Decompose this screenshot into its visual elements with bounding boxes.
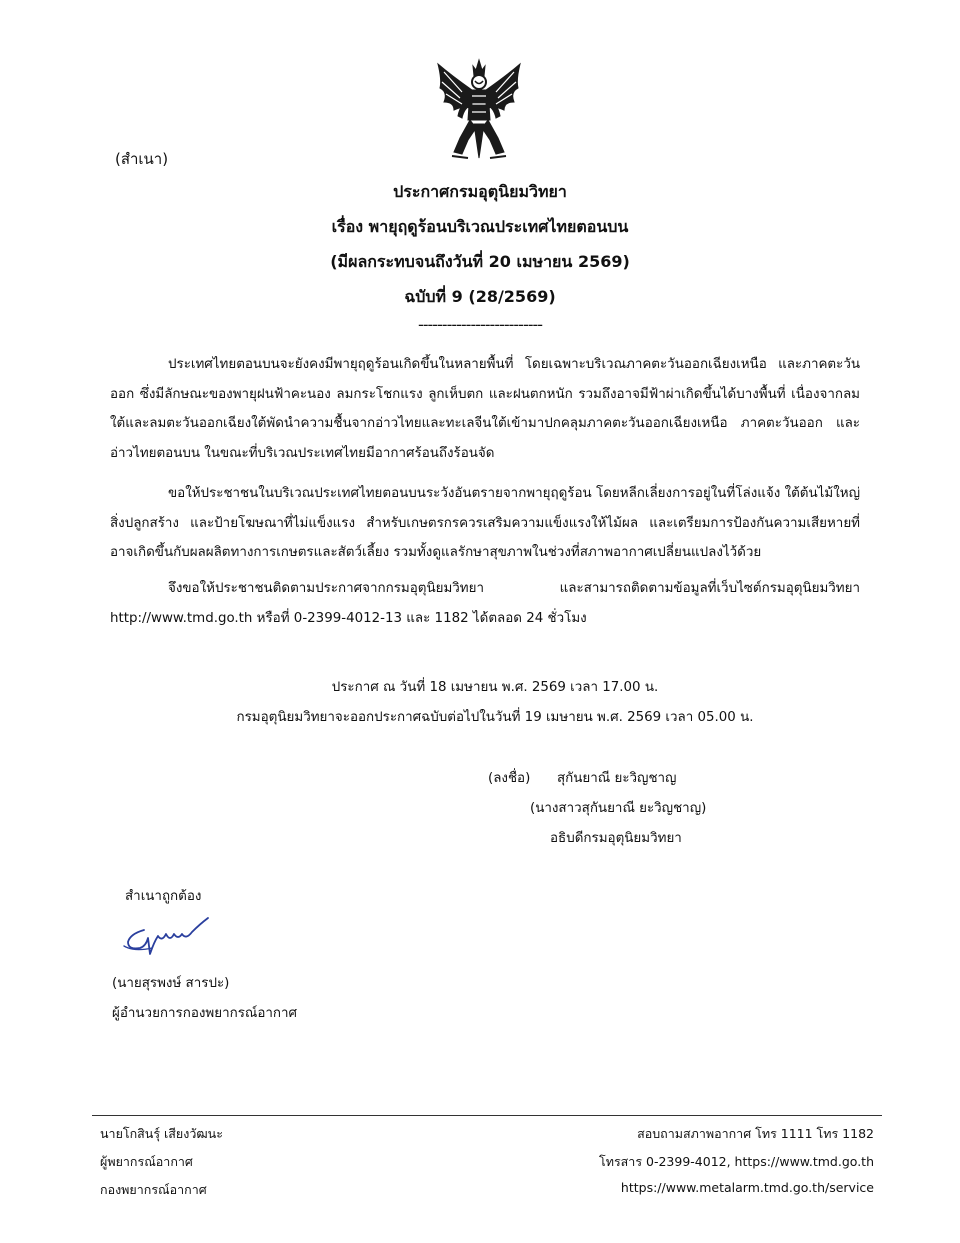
signed-label: (ลงชื่อ) (488, 771, 531, 786)
signatory-full-name: (นางสาวสุกันยาณี ยะวิญชาญ) (530, 801, 707, 816)
footer-divider (92, 1115, 882, 1116)
body-paragraph-follow-up: จึงขอให้ประชาชนติดตามประกาศจากกรมอุตุนิยมวิทยา และสามารถติดตามข้อมูลที่เว็บไซต์กรมอุตุนิยมวิทยา http://www.tmd.go.th หรือที่ 0-2399-4012-13 และ 1182 ได้ตลอด 24 ชั่วโมง (110, 581, 860, 626)
copy-label: (สำเนา) (115, 150, 169, 168)
title-separator: -------------------------- (417, 315, 543, 334)
footer-division: กองพยากรณ์อากาศ (100, 1182, 207, 1197)
effective-period: (มีผลกระทบจนถึงวันที่ 20 เมษายน 2569) (330, 252, 630, 271)
signed-name: สุกันยาณี ยะวิญชาญ (557, 771, 677, 786)
issued-datetime: ประกาศ ณ วันที่ 18 เมษายน พ.ศ. 2569 เวลา 17.00 น. (331, 680, 659, 695)
certifier-name: (นายสุรพงษ์ สารปะ) (112, 976, 230, 991)
announcement-subject: เรื่อง พายุฤดูร้อนบริเวณประเทศไทยตอนบน (331, 217, 629, 236)
body-paragraph-situation: ประเทศไทยตอนบนจะยังคงมีพายุฤดูร้อนเกิดขึ้นในหลายพื้นที่ โดยเฉพาะบริเวณภาคตะวันออกเฉียงเหนือ และภาคตะวันออก ซึ่งมีลักษณะของพายุฝนฟ้าคะนอง ลมกระโชกแรง ลูกเห็บตก และฝนตกหนัก รวมถึงอาจมีฟ้าผ่าเกิดขึ้นได้บางพื้นที่ เนื่องจากลมใต้และลมตะวันออกเฉียงใต้พัดนำความชื้นจากอ่าวไทยและทะเลจีนใต้เข้ามาปกคลุมภาคตะวันออกเฉียงเหนือ ภาคตะวันออก และอ่าวไทยตอนบน ในขณะที่บริเวณประเทศไทยมีอากาศร้อนถึงร้อนจัด (110, 357, 860, 461)
footer-service-url: https://www.metalarm.tmd.go.th/service (620, 1180, 874, 1195)
issue-number: ฉบับที่ 9 (28/2569) (404, 287, 556, 306)
certified-copy-label: สำเนาถูกต้อง (125, 889, 202, 904)
body-paragraph-advice: ขอให้ประชาชนในบริเวณประเทศไทยตอนบนระวังอันตรายจากพายุฤดูร้อน โดยหลีกเลี่ยงการอยู่ในที่โล่งแจ้ง ใต้ต้นไม้ใหญ่ สิ่งปลูกสร้าง และป้ายโฆษณาที่ไม่แข็งแรง สำหรับเกษตรกรควรเสริมความแข็งแรงให้ไม้ผล และเตรียมการป้องกันความเสียหายที่อาจเกิดขึ้นกับผลผลิตทางการเกษตรและสัตว์เลี้ยง รวมทั้งดูแลรักษาสุขภาพในช่วงที่สภาพอากาศเปลี่ยนแปลงไว้ด้วย (110, 486, 860, 560)
footer-hotline: สอบถามสภาพอากาศ โทร 1111 โทร 1182 (637, 1126, 874, 1141)
footer-fax-website: โทรสาร 0-2399-4012, https://www.tmd.go.th (599, 1154, 874, 1169)
signatory-position: อธิบดีกรมอุตุนิยมวิทยา (550, 831, 682, 846)
footer-forecaster-role: ผู้พยากรณ์อากาศ (100, 1154, 193, 1169)
certifier-position: ผู้อำนวยการกองพยากรณ์อากาศ (112, 1006, 298, 1021)
footer-forecaster-name: นายโกสินรุ์ เสียงวัฒนะ (100, 1126, 223, 1141)
handwritten-signature (122, 912, 214, 964)
garuda-emblem-icon (432, 58, 526, 166)
next-issue-datetime: กรมอุตุนิยมวิทยาจะออกประกาศฉบับต่อไปในวันที่ 19 เมษายน พ.ศ. 2569 เวลา 05.00 น. (236, 710, 754, 725)
announcement-title: ประกาศกรมอุตุนิยมวิทยา (393, 182, 567, 201)
